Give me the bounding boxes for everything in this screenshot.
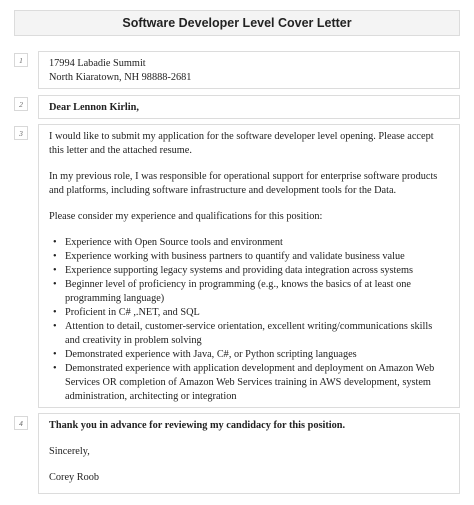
- body-section: [38, 124, 460, 408]
- list-item: • Experience with Open Source tools and environment: [65, 236, 449, 250]
- section-number-3: 3: [14, 126, 28, 140]
- list-item: • Experience supporting legacy systems and providing data integration across systems: [65, 264, 449, 278]
- address-line-2: North Kiaratown, NH 98888-2681: [49, 72, 192, 83]
- list-item: • Experience working with business partners to quantify and validate business value: [65, 250, 449, 264]
- section-number-1: 1: [14, 53, 28, 67]
- page-title: Software Developer Level Cover Letter: [14, 10, 460, 36]
- salutation-section: [38, 95, 460, 119]
- list-item: • Proficient in C# ,.NET, and SQL: [65, 306, 449, 320]
- body-paragraph-3: Please consider my experience and qualifications for this position:: [49, 211, 323, 222]
- section-number-4: 4: [14, 416, 28, 430]
- address-section: [38, 51, 460, 89]
- closing: Sincerely,: [49, 446, 90, 457]
- body-paragraph-2: In my previous role, I was responsible for operational support for enterprise software products and platforms, including software infrastructure and development tools for the Data.: [49, 171, 438, 196]
- list-item: • Demonstrated experience with application development and deployment on Amazon Web Services OR completion of Amazon Web Services training in AWS development, system administration, architecting or integration: [65, 362, 449, 404]
- list-item: • Demonstrated experience with Java, C#, or Python scripting languages: [65, 348, 449, 362]
- thanks-line: Thank you in advance for reviewing my candidacy for this position.: [49, 420, 346, 431]
- list-item: • Beginner level of proficiency in programming (e.g., knows the basics of at least one programming language): [65, 278, 449, 306]
- list-item: • Attention to detail, customer-service orientation, excellent writing/communications skills and creativity in problem solving: [65, 320, 449, 348]
- section-number-2: 2: [14, 97, 28, 111]
- body-paragraph-1: I would like to submit my application for the software developer level opening. Please accept this letter and the attached resume.: [49, 131, 434, 156]
- closing-section: [38, 413, 460, 494]
- salutation: Dear Lennon Kirlin,: [49, 102, 139, 113]
- signature: Corey Roob: [49, 472, 100, 483]
- address-line-1: 17994 Labadie Summit: [49, 58, 146, 69]
- qualifications-list: [49, 236, 449, 404]
